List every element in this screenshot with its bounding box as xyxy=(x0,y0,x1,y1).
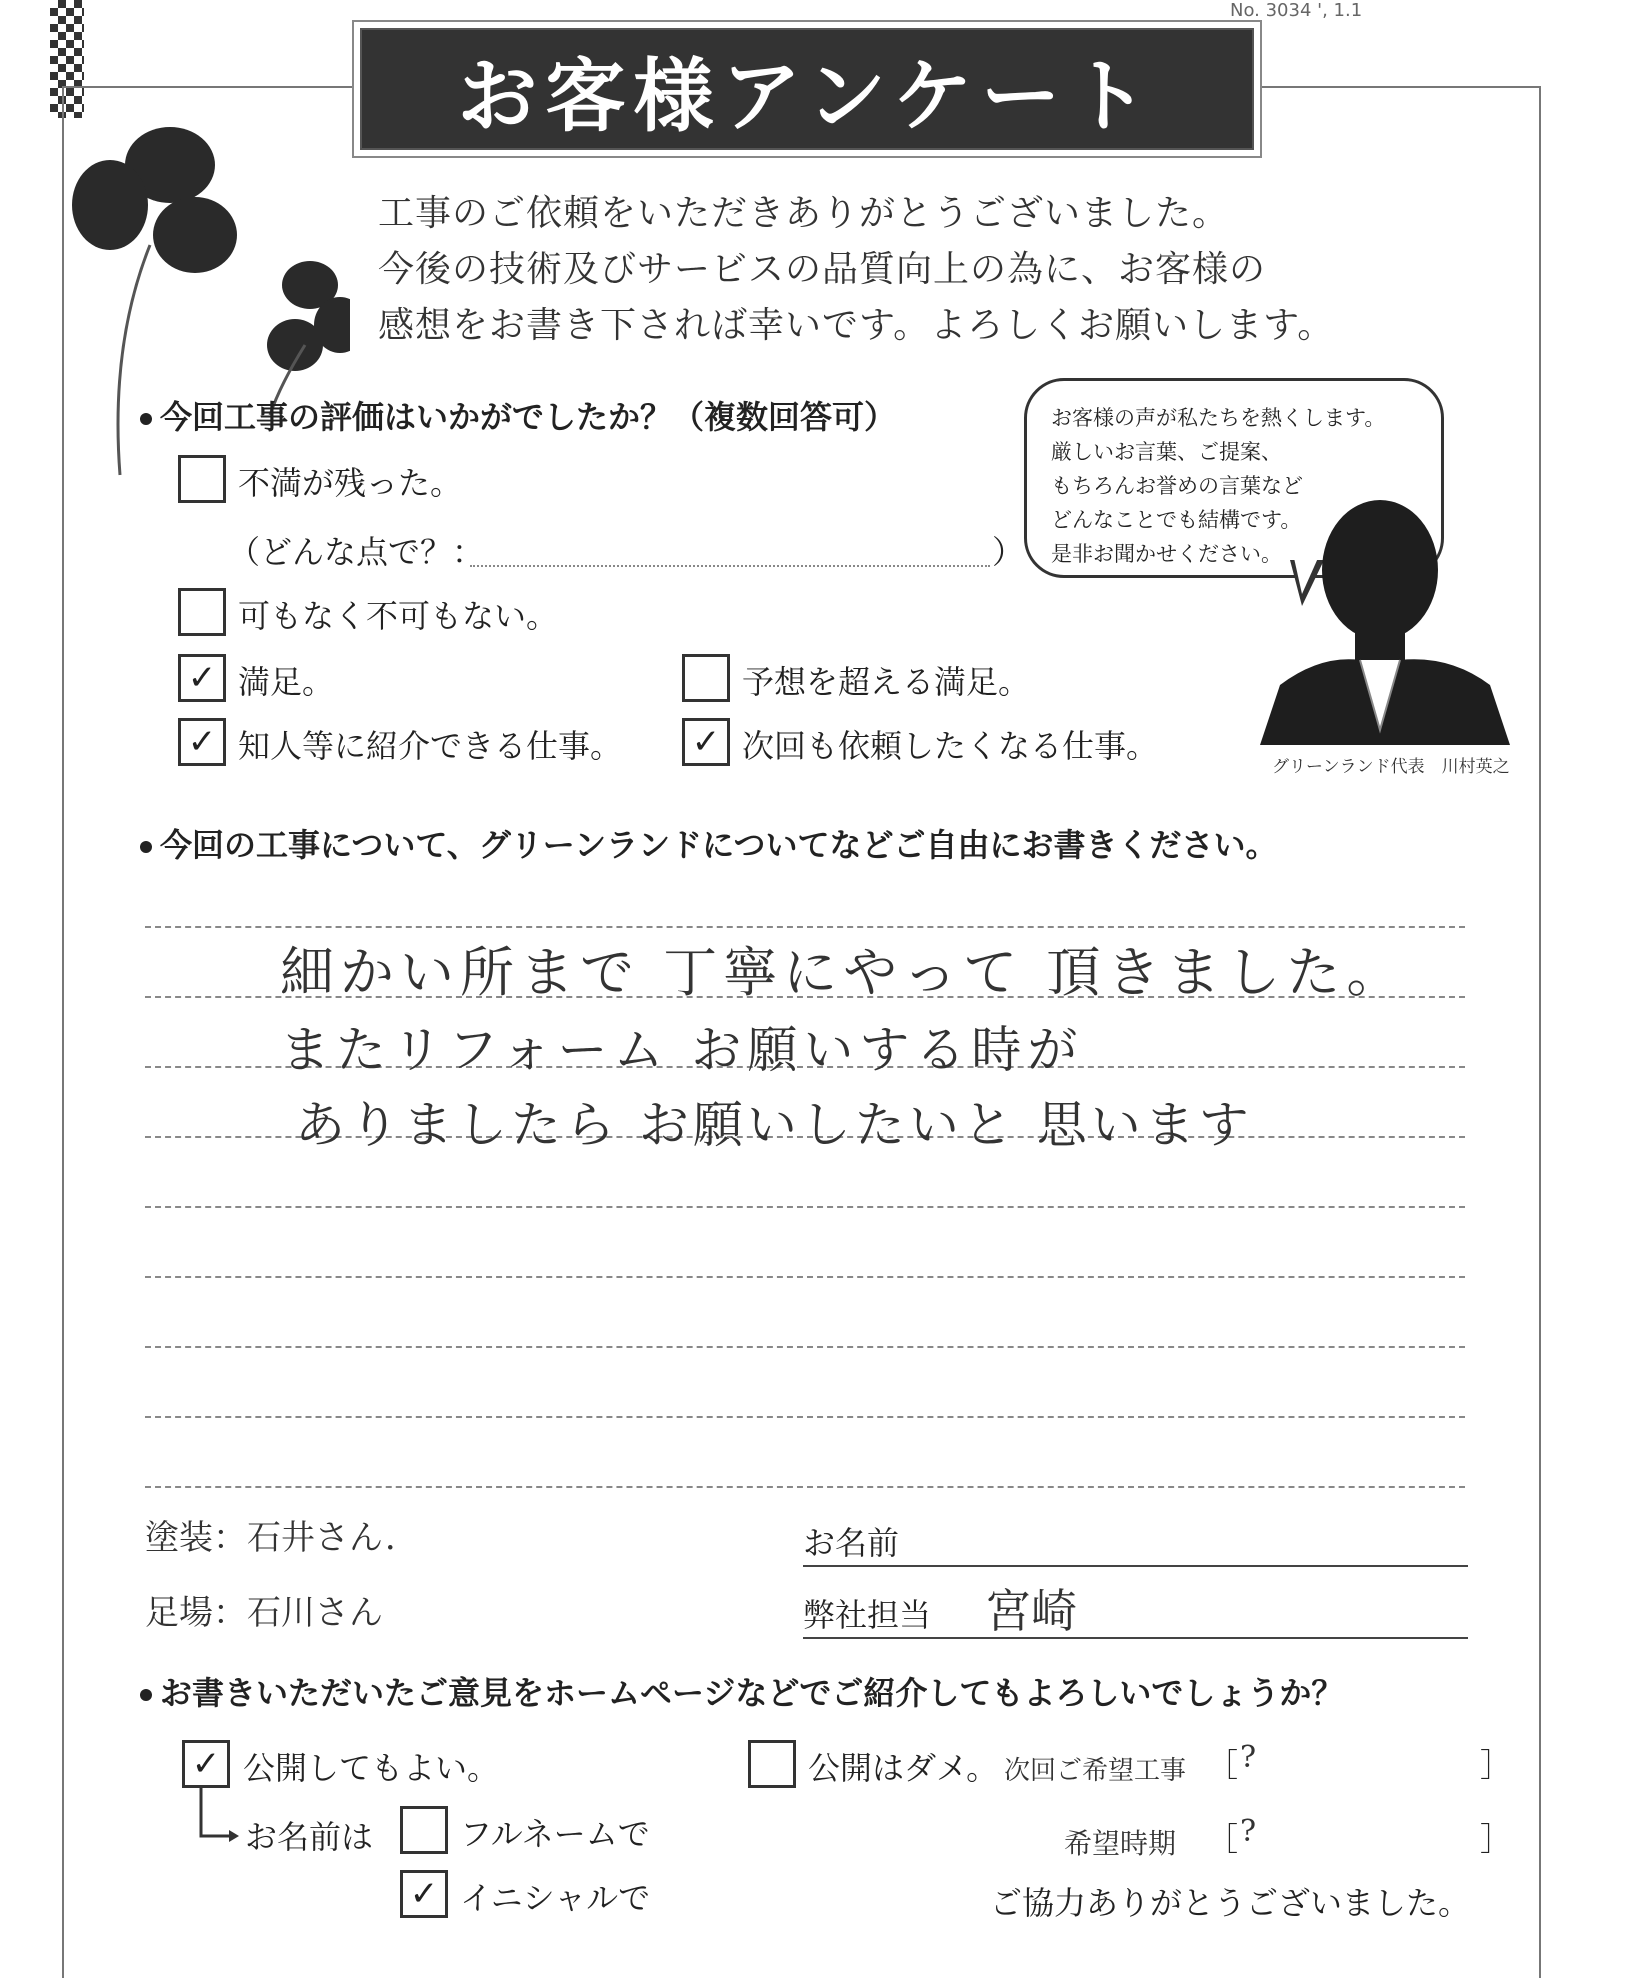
bracket-close: ］ xyxy=(1480,1746,1513,1784)
intro-line: 感想をお書き下されば幸いです。よろしくお願いします。 xyxy=(378,305,1335,346)
checkbox-satisfied[interactable]: ✓ xyxy=(178,654,226,702)
bubble-line: 厳しいお言葉、ご提案、 xyxy=(1051,440,1282,464)
option-label: イニシャルで xyxy=(460,1879,651,1917)
handwritten-comment: またリフォーム お願いする時が xyxy=(280,1021,1084,1079)
option-label: 予想を超える満足。 xyxy=(742,663,1031,701)
bubble-line: 是非お聞かせください。 xyxy=(1051,542,1282,566)
checkbox-request-again[interactable]: ✓ xyxy=(682,718,730,766)
comment-line xyxy=(145,1276,1465,1278)
checkbox-beyond-expectation[interactable] xyxy=(682,654,730,702)
bullet-icon xyxy=(140,841,152,853)
question-label: お書きいただいたご意見をホームページなどでご紹介してもよろしいでしょうか？ xyxy=(160,1674,1344,1712)
checkbox-publish-ng[interactable] xyxy=(748,1740,796,1788)
staff-label: 弊社担当 xyxy=(803,1596,932,1634)
option-label: 不満が残った。 xyxy=(238,464,463,502)
bracket-open: ［ xyxy=(1206,1746,1239,1784)
option-label: 公開はダメ。 xyxy=(808,1749,999,1787)
representative-photo xyxy=(1260,495,1520,745)
name-label: お名前 xyxy=(803,1524,900,1562)
followup-answer-line[interactable] xyxy=(470,565,990,567)
thanks-message: ご協力ありがとうございました。 xyxy=(990,1884,1471,1922)
next-work-value[interactable]: ? xyxy=(1240,1740,1257,1775)
question-evaluation xyxy=(140,392,896,438)
question-label: 今回の工事について、グリーンランドについてなどご自由にお書きください。 xyxy=(160,826,1278,864)
page-title: お客様アンケート xyxy=(360,28,1254,150)
checkbox-publish-ok[interactable]: ✓ xyxy=(182,1740,230,1788)
question-label: 今回工事の評価はいかがでしたか？（複数回答可） xyxy=(160,398,897,436)
followup-open: （どんな点で？： xyxy=(228,533,485,571)
bubble-line: お客様の声が私たちを熱くします。 xyxy=(1051,406,1386,430)
question-publish xyxy=(140,1668,1343,1714)
option-label: 公開してもよい。 xyxy=(243,1749,500,1787)
bracket-close: ］ xyxy=(1480,1820,1513,1858)
checkbox-recommendable[interactable]: ✓ xyxy=(178,718,226,766)
arrow-icon xyxy=(195,1786,245,1846)
next-work-label: 次回ご希望工事 xyxy=(1004,1756,1187,1786)
next-time-label: 希望時期 xyxy=(1064,1827,1177,1860)
checkbox-fullname[interactable] xyxy=(400,1806,448,1854)
comment-line xyxy=(145,1486,1465,1488)
next-time-value[interactable]: ? xyxy=(1240,1814,1257,1849)
checkbox-initials[interactable]: ✓ xyxy=(400,1870,448,1918)
comment-line xyxy=(145,1206,1465,1208)
followup-close: ） xyxy=(992,533,1025,571)
comment-line xyxy=(145,1346,1465,1348)
option-label: 満足。 xyxy=(238,663,335,701)
option-label: 知人等に紹介できる仕事。 xyxy=(238,727,623,765)
checkbox-neutral[interactable] xyxy=(178,588,226,636)
intro-line: 工事のご依頼をいただきありがとうございました。 xyxy=(378,193,1230,234)
bullet-icon xyxy=(140,1689,152,1701)
staff-field[interactable] xyxy=(803,1637,1468,1639)
bubble-line: もちろんお誉めの言葉など xyxy=(1051,474,1303,498)
intro-line: 今後の技術及びサービスの品質向上の為に、お客様の xyxy=(378,249,1267,290)
name-format-label: お名前は xyxy=(245,1818,374,1856)
checkbox-dissatisfied[interactable] xyxy=(178,455,226,503)
question-free-comment xyxy=(140,820,1277,866)
option-label: フルネームで xyxy=(460,1815,650,1853)
bubble-line: どんなことでも結構です。 xyxy=(1051,508,1302,532)
representative-caption: グリーンランド代表 川村英之 xyxy=(1272,757,1510,777)
handwritten-note: 足場：石川さん xyxy=(145,1593,383,1633)
name-field[interactable] xyxy=(803,1565,1468,1567)
bullet-icon xyxy=(140,413,152,425)
intro-text xyxy=(378,186,1334,354)
form-number: No. 3034 ', 1.1 xyxy=(1230,0,1363,21)
option-label: 可もなく不可もない。 xyxy=(238,597,559,635)
handwritten-note: 塗装：石井さん． xyxy=(145,1518,420,1558)
comment-line xyxy=(145,926,1465,928)
handwritten-comment: 細かい所まで 丁寧にやって 頂きました。 xyxy=(280,941,1407,1004)
handwritten-comment: ありましたら お願いしたいと 思います xyxy=(295,1096,1253,1154)
staff-value: 宮崎 xyxy=(985,1584,1077,1638)
option-label: 次回も依頼したくなる仕事。 xyxy=(742,727,1159,765)
bracket-open: ［ xyxy=(1206,1820,1239,1858)
comment-line xyxy=(145,1416,1465,1418)
